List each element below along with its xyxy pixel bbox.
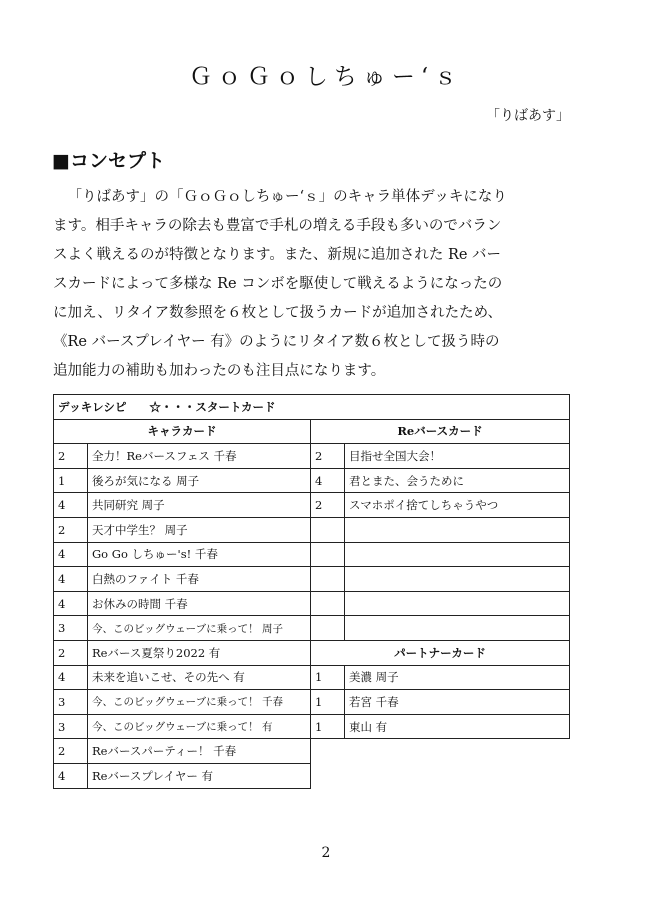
chara-name: 共同研究 周子 — [88, 493, 311, 518]
rebirth-qty: 2 — [311, 493, 345, 518]
empty-cell — [345, 517, 570, 542]
paragraph-line: スカードによって多様な Re コンボを駆使して戦えるようになったの — [53, 276, 503, 292]
chara-qty: 3 — [54, 690, 88, 715]
empty-cell — [311, 567, 345, 592]
empty-cell — [345, 542, 570, 567]
table-row — [54, 714, 570, 739]
chara-name: 今、このビッグウェーブに乗って！ 周子 — [88, 616, 311, 641]
chara-qty: 2 — [54, 517, 88, 542]
chara-qty: 4 — [54, 493, 88, 518]
rebirth-qty: 4 — [311, 468, 345, 493]
chara-qty: 4 — [54, 665, 88, 690]
blank-area — [311, 739, 570, 764]
chara-name: 今、このビッグウェーブに乗って！ 有 — [88, 714, 311, 739]
paragraph-line: 「りばあす」の「ＧｏＧｏしちゅー‘ｓ」のキャラ単体デッキになり — [67, 189, 507, 205]
paragraph-line: 《Re バースプレイヤー 有》のようにリタイア数６枚として扱う時の — [53, 334, 500, 350]
partner-name: 東山 有 — [345, 714, 570, 739]
chara-qty: 4 — [54, 763, 88, 788]
table-row — [54, 591, 570, 616]
table-row — [54, 468, 570, 493]
table-row — [54, 542, 570, 567]
partner-name: 若宮 千春 — [345, 690, 570, 715]
table-row — [54, 493, 570, 518]
rebirth-qty: 2 — [311, 444, 345, 469]
chara-qty: 4 — [54, 542, 88, 567]
partner-name: 美濃 周子 — [345, 665, 570, 690]
table-row — [54, 763, 570, 788]
empty-cell — [345, 616, 570, 641]
blank-area — [311, 763, 570, 788]
chara-name: 天才中学生？ 周子 — [88, 517, 311, 542]
chara-qty: 3 — [54, 616, 88, 641]
empty-cell — [311, 517, 345, 542]
chara-name: 後ろが気になる 周子 — [88, 468, 311, 493]
table-row — [54, 690, 570, 715]
chara-name: Reバース夏祭り2022 有 — [88, 640, 311, 665]
partner-qty: 1 — [311, 665, 345, 690]
chara-name: 全力！Reバースフェス 千春 — [88, 444, 311, 469]
empty-cell — [311, 591, 345, 616]
chara-qty: 2 — [54, 739, 88, 764]
table-row — [54, 517, 570, 542]
partner-qty: 1 — [311, 714, 345, 739]
paragraph-line: に加え、リタイア数参照を６枚として扱うカードが追加されたため、 — [53, 305, 503, 321]
rebirth-name: スマホポイ捨てしちゃうやつ — [345, 493, 570, 518]
table-row — [54, 444, 570, 469]
empty-cell — [311, 542, 345, 567]
table-row — [54, 665, 570, 690]
partner-card-header: パートナーカード — [311, 640, 570, 665]
chara-qty: 2 — [54, 444, 88, 469]
paragraph-line: スよく戦えるのが特徴となります。また、新規に追加された Re バー — [53, 247, 502, 263]
rebirth-name: 目指せ全国大会！ — [345, 444, 570, 469]
chara-name: Go Go しちゅー's! 千春 — [88, 542, 311, 567]
chara-qty: 1 — [54, 468, 88, 493]
table-caption: デッキレシピ ☆・・・スタートカード — [54, 395, 570, 420]
chara-qty: 2 — [54, 640, 88, 665]
page-number: 2 — [321, 845, 331, 861]
chara-name: 今、このビッグウェーブに乗って！ 千春 — [88, 690, 311, 715]
paragraph-line: ます。相手キャラの除去も豊富で手札の増える手段も多いのでバラン — [53, 218, 502, 234]
chara-card-header: キャラカード — [54, 419, 311, 444]
rebirth-name: 君とまた、会うために — [345, 468, 570, 493]
chara-name: お休みの時間 千春 — [88, 591, 311, 616]
chara-qty: 4 — [54, 591, 88, 616]
partner-qty: 1 — [311, 690, 345, 715]
table-row — [54, 739, 570, 764]
empty-cell — [345, 567, 570, 592]
table-row — [54, 616, 570, 641]
chara-name: Reバースプレイヤー 有 — [88, 763, 311, 788]
table-row — [54, 640, 570, 665]
chara-name: Reバースパーティー！ 千春 — [88, 739, 311, 764]
author-name: 「りばあす」 — [486, 108, 570, 124]
section-heading: ■コンセプト — [52, 150, 165, 172]
empty-cell — [345, 591, 570, 616]
concept-paragraph — [53, 183, 573, 386]
deck-recipe-table — [53, 394, 570, 789]
table-row — [54, 567, 570, 592]
document-title: ＧｏＧｏしちゅー‘ｓ — [188, 64, 464, 90]
chara-qty: 4 — [54, 567, 88, 592]
empty-cell — [311, 616, 345, 641]
chara-name: 白熱のファイト 千春 — [88, 567, 311, 592]
chara-name: 未来を追いこせ、その先へ 有 — [88, 665, 311, 690]
rebirth-card-header: Reバースカード — [311, 419, 570, 444]
chara-qty: 3 — [54, 714, 88, 739]
paragraph-line: 追加能力の補助も加わったのも注目点になります。 — [53, 363, 386, 379]
